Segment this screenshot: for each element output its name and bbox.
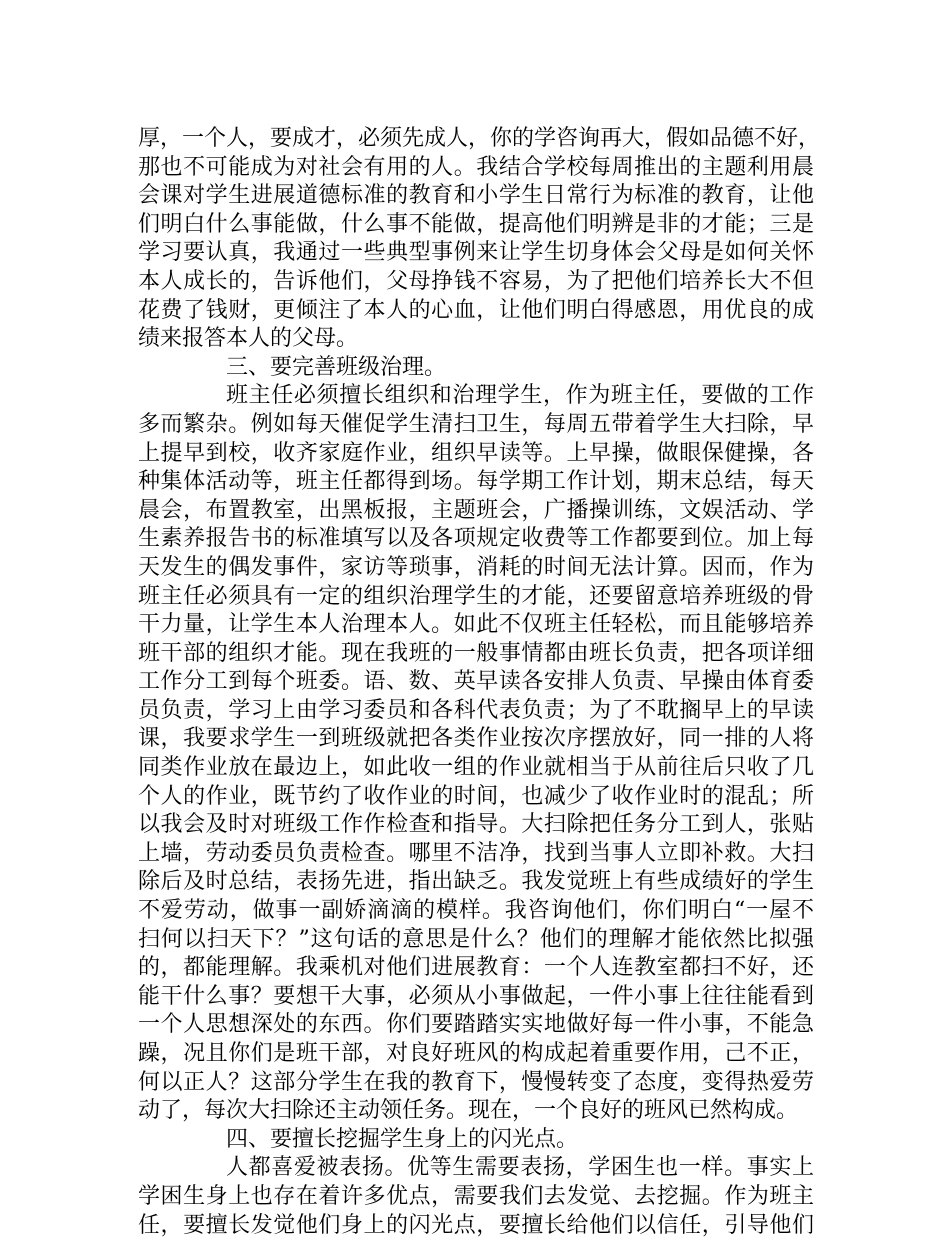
text-line: 工作分工到每个班委。语、数、英早读各安排人负责、早操由体育委 [138,669,814,695]
paragraph-section-3 [138,382,814,1125]
text-line: 任，要擅长发觉他们身上的闪光点，要擅长给他们以信任，引导他们 [138,1212,814,1238]
text-line: 们明白什么事能做，什么事不能做，提高他们明辨是非的才能；三是 [138,211,814,237]
text-line: 以我会及时对班级工作作检查和指导。大扫除把任务分工到人，张贴 [138,812,814,838]
document-page [138,125,821,1240]
text-line: 生素养报告书的标准填写以及各项规定收费等工作都要到位。加上每 [138,526,814,552]
text-line: 班主任必须擅长组织和治理学生，作为班主任，要做的工作 [226,383,814,409]
text-line: 会课对学生进展道德标准的教育和小学生日常行为标准的教育，让他 [138,183,814,209]
text-line: 动了，每次大扫除还主动领任务。现在，一个良好的班风已然构成。 [138,1098,799,1124]
text-line: 晨会，布置教室，出黑板报，主题班会，广播操训练，文娱活动、学 [138,497,814,523]
text-line: 躁，况且你们是班干部，对良好班风的构成起着重要作用，己不正， [138,1041,814,1066]
text-line: 能干什么事？要想干大事，必须从小事做起，一件小事上往往能看到 [138,983,814,1009]
text-line: 种集体活动等，班主任都得到场。每学期工作计划，期末总结，每天 [138,469,814,495]
text-line: 厚，一个人，要成才，必须先成人，你的学咨询再大，假如品德不好， [138,126,821,151]
paragraph-continued [138,125,821,354]
text-line: 花费了钱财，更倾注了本人的心血，让他们明白得感恩，用优良的成 [138,297,814,323]
text-line: 天发生的偶发事件，家访等琐事，消耗的时间无法计算。因而，作为 [138,554,814,580]
text-line: 班干部的组织才能。现在我班的一般事情都由班长负责，把各项详细 [138,640,814,666]
text-line: 干力量，让学生本人治理本人。如此不仅班主任轻松，而且能够培养 [138,612,814,638]
text-line: 扫何以扫天下？”这句话的意思是什么？他们的理解才能依然比拟强 [138,926,814,952]
text-line: 学困生身上也存在着许多优点，需要我们去发觉、去挖掘。作为班主 [138,1183,814,1209]
text-line: 课，我要求学生一到班级就把各类作业按次序摆放好，同一排的人将 [138,726,814,752]
text-line: 上提早到校，收齐家庭作业，组织早读等。上早操，做眼保健操，各 [138,440,814,466]
text-line: 上墙，劳动委员负责检查。哪里不洁净，找到当事人立即补救。大扫 [138,840,814,866]
text-line: 那也不可能成为对社会有用的人。我结合学校每周推出的主题利用晨 [138,154,814,180]
text-line: 员负责，学习上由学习委员和各科代表负责；为了不耽搁早上的早读 [138,697,814,723]
text-line: 班主任必须具有一定的组织治理学生的才能，还要留意培养班级的骨 [138,583,814,609]
text-line: 绩来报答本人的父母。 [138,326,359,352]
text-line: 多而繁杂。例如每天催促学生清扫卫生，每周五带着学生大扫除，早 [138,411,814,437]
text-line: 何以正人？这部分学生在我的教育下，慢慢转变了态度，变得热爱劳 [138,1069,814,1095]
text-line: 的，都能理解。我乘机对他们进展教育：一个人连教室都扫不好，还 [138,955,814,981]
section-heading-3: 三、要完善班级治理。 [226,354,447,380]
text-line: 学习要认真，我通过一些典型事例来让学生切身体会父母是如何关怀 [138,240,814,266]
text-line: 人都喜爱被表扬。优等生需要表扬，学困生也一样。事实上 [226,1155,814,1181]
paragraph-section-4 [138,1154,814,1240]
text-line: 个人的作业，既节约了收作业的时间，也减少了收作业时的混乱；所 [138,783,814,809]
text-line: 除后及时总结，表扬先进，指出缺乏。我发觉班上有些成绩好的学生 [138,869,814,895]
text-line: 不爱劳动，做事一副娇滴滴的模样。我咨询他们，你们明白“一屋不 [138,898,814,924]
text-line: 同类作业放在最边上，如此收一组的作业就相当于从前往后只收了几 [138,755,814,781]
text-line: 一个人思想深处的东西。你们要踏踏实实地做好每一件小事，不能急 [138,1012,814,1038]
text-line: 本人成长的，告诉他们，父母挣钱不容易，为了把他们培养长大不但 [138,268,814,294]
section-heading-4: 四、要擅长挖掘学生身上的闪光点。 [226,1126,579,1152]
